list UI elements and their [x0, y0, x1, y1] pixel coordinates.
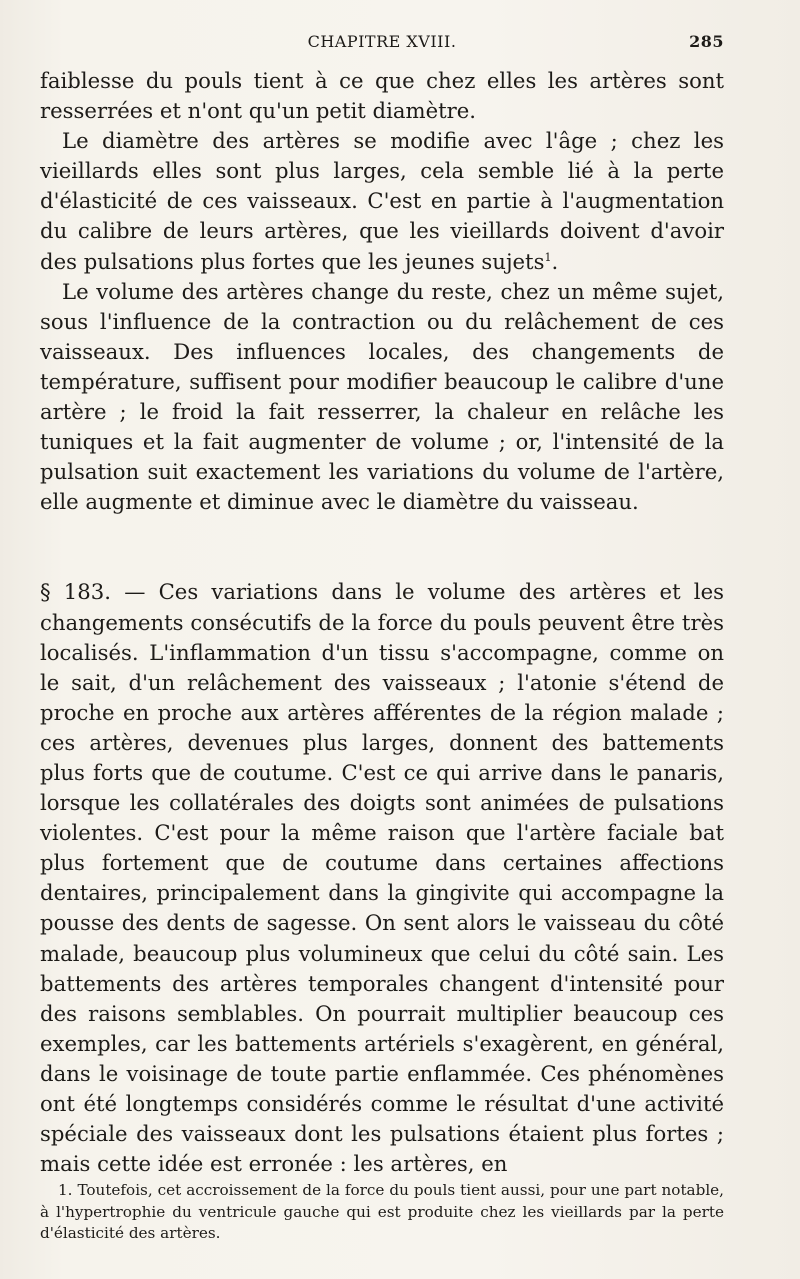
footnote [40, 1180, 724, 1245]
paragraph: faiblesse du pouls tient à ce que chez elles les artères sont resserrées et n'ont qu'un petit diamètre. [40, 68, 724, 124]
main-text [40, 66, 724, 1179]
footnote-reference: 1 [544, 250, 552, 264]
footnote-text: 1. Toutefois, cet accroissement de la force du pouls tient aussi, pour une part notable, à l'hypertrophie du ventricule gauche qui est produite chez les vieillards par la perte d'élasticité des artères. [40, 1181, 724, 1242]
paragraph [40, 126, 724, 276]
paragraph-end: . [551, 248, 559, 274]
running-header [40, 32, 724, 60]
page-number: 285 [689, 32, 724, 51]
section-paragraph: § 183. — Ces variations dans le volume des artères et les changements consécutifs de la force du pouls peuvent être très localisés. L'inflammation d'un tissu s'accompagne, comme on le sait, d'un relâchement des vaisseaux ; l'atonie s'étend de proche en proche aux artères afférentes de la région malade ; ces artères, devenues plus larges, donnent des battements plus forts que de coutume. C'est ce qui arrive dans le panaris, lorsque les collatérales des doigts sont animées de pulsations violentes. C'est pour la même raison que l'artère faciale bat plus fortement que de coutume dans certaines affections dentaires, principalement dans la gingivite qui accompagne la pousse des dents de sagesse. On sent alors le vaisseau du côté malade, beaucoup plus volumineux que celui du côté sain. Les battements des artères temporales changent d'intensité pour des raisons semblables. On pourrait multiplier beaucoup ces exemples, car les battements artériels s'exagèrent, en général, dans le voisinage de toute partie enflammée. Ces phénomènes ont été longtemps considérés comme le résultat d'une activité spéciale des vaisseaux dont les pulsations étaient plus fortes ; mais cette idée est erronée : les artères, en [40, 579, 724, 1177]
chapter-title: CHAPITRE XVIII. [307, 32, 457, 51]
paragraph: Le volume des artères change du reste, chez un même sujet, sous l'influence de la contraction ou du relâchement de ces vaisseaux. Des influences locales, des changements de température, suffisent pour modifier beaucoup le calibre d'une artère ; le froid la fait resserrer, la chaleur en relâche les tuniques et la fait augmenter de volume ; or, l'intensité de la pulsation suit exactement les variations du volume de l'artère, elle augmente et diminue avec le diamètre du vaisseau. [40, 278, 724, 515]
paragraph-text: Le diamètre des artères se modifie avec l'âge ; chez les vieillards elles sont plus larges, cela semble lié à la perte d'élasticité de ces vaisseaux. C'est en partie à l'augmentation du calibre de leurs artères, que les vieillards doivent d'avoir des pulsations plus fortes que les jeunes sujets [40, 128, 724, 274]
